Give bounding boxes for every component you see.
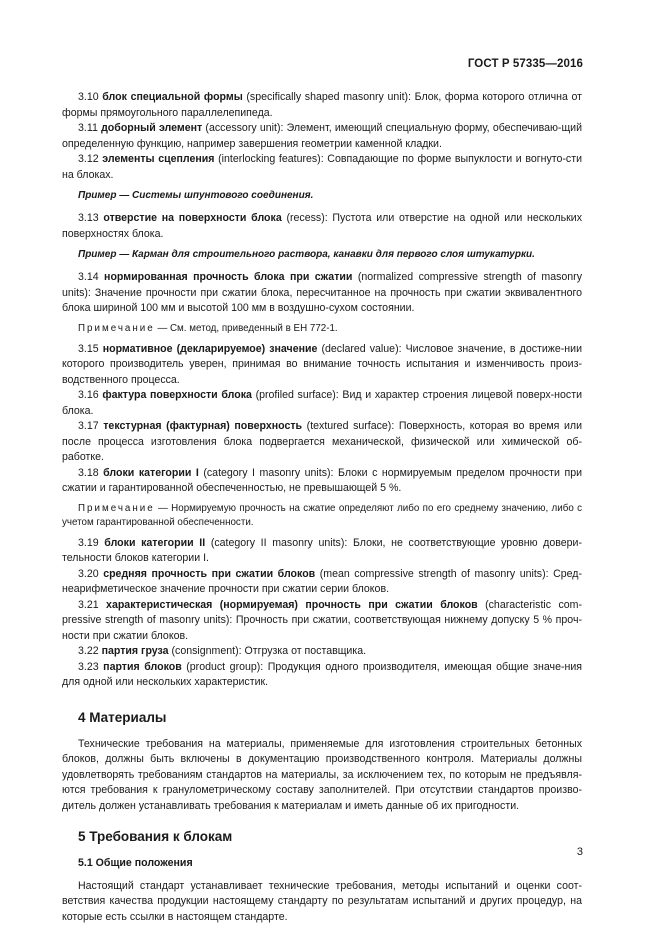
term-3-13: 3.13 отверстие на поверхности блока (recess): Пустота или отверстие на одной или нескольких поверхностях блока. [62,212,582,240]
term-3-23: 3.23 партия блоков (product group): Продукция одного производителя, имеющая общие значе-ния для одной или нескольких характеристик. [62,660,582,688]
term-3-18: 3.18 блоки категории I (category I masonry units): Блоки с нормируемым пределом прочности при сжатии и гарантированной обеспеченностью, не превышающей 5 %. [62,466,583,494]
example-1: Пример — Системы шпунтового соединения. [78,190,314,201]
term-3-12: 3.12 элементы сцепления (interlocking features): Совпадающие по форме выпуклости и вогнуто-сти на блоках. [62,153,583,181]
section-5-title: 5 Требования к блокам [78,829,233,844]
term-3-19: 3.19 блоки категории II (category II masonry units): Блоки, не соответствующие уровню довери-тельности блоков категории I. [62,536,582,564]
term-3-15: 3.15 нормативное (декларируемое) значение (declared value): Числовое значение, в достиже-нии которого производитель уверен, принимая во внимание точность испытания и изменчивость произ-водственного процесса. [62,342,582,386]
note-2: Примечание — Нормируемую прочность на сжатие определяют либо по его среднему значению, либо с учетом гарантированной обеспеченности. [62,502,582,528]
term-3-20: 3.20 средняя прочность при сжатии блоков (mean compressive strength of masonry units): Сред-неарифметическое значение прочности при сжатии серии блоков. [62,567,583,595]
section-5-1-title: 5.1 Общие положения [78,857,193,869]
page-content [62,90,582,925]
term-3-17: 3.17 текстурная (фактурная) поверхность (textured surface): Поверхность, которая во время или после процесса изготовления блока подвергается механической, физической или химической об-работке. [62,420,583,463]
page-number: 3 [576,846,583,858]
section-4-text: Технические требования на материалы, применяемые для изготовления строительных бетонных блоков, должны быть включены в документацию производственного контроля. Материалы должны удовлетворять требованиям стандартов на материалы, за исключением тех, по которым не предъявля-ются требования к гранулометрическому составу заполнителей. При отсутствии стандартов произво-дитель должен устанавливать требования к материалам и иметь данные об их пригодности. [62,737,582,812]
term-3-14: 3.14 нормированная прочность блока при сжатии (normalized compressive strength of masonry units): Значение прочности при сжатии блока, пересчитанное на прочность при сжатии эквивалентного блока шириной 100 мм и высотой 100 мм в воздушно-сухом состоянии. [62,271,582,314]
term-3-10: 3.10 блок специальной формы (specifically shaped masonry unit): Блок, форма которого отлична от формы прямоугольного параллелепипеда. [62,91,583,119]
section-4-title: 4 Материалы [78,709,167,725]
term-3-16: 3.16 фактура поверхности блока (profiled surface): Вид и характер строения лицевой поверх-ности блока. [62,389,582,417]
section-5-1-text: Настоящий стандарт устанавливает технические требования, методы испытаний и оценки соот-ветствия качества продукции настоящему стандарту по результатам испытаний и других процедур, на которые есть ссылки в настоящем стандарте. [62,879,582,923]
note-1: Примечание — См. метод, приведенный в ЕН 772-1. [78,322,338,334]
example-2: Пример — Карман для строительного раствора, канавки для первого слоя штукатурки. [78,249,535,260]
term-3-21: 3.21 характеристическая (нормируемая) прочность при сжатии блоков (characteristic com-pressive strength of masonry units): Прочность при сжатии, соответствующая нижнему допуску 5 % проч-ности при сжатии блоков. [62,598,582,642]
term-3-22: 3.22 партия груза (consignment): Отгрузка от поставщика. [78,645,367,657]
term-3-11: 3.11 доборный элемент (accessory unit): Элемент, имеющий специальную форму, обеспечиваю-щий определенную функцию, например завершения геометрии каменной кладки. [62,122,582,150]
document-code: ГОСТ Р 57335—2016 [467,58,583,70]
